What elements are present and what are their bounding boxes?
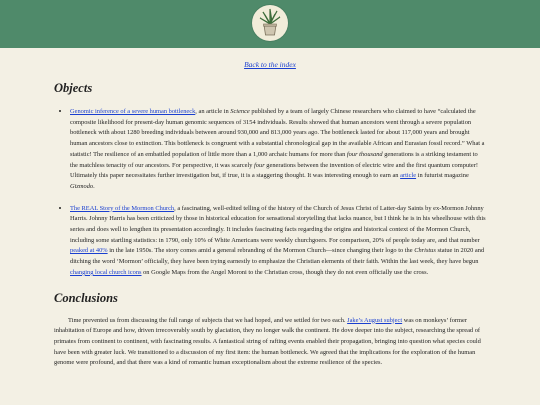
potted-plant-icon[interactable]	[252, 5, 288, 41]
mormon-church-video-link[interactable]: The REAL Story of the Mormon Church	[70, 204, 175, 212]
peaked-at-40-link[interactable]: peaked at 40%	[70, 247, 108, 255]
objects-heading: Objects	[54, 81, 93, 95]
main-content	[54, 56, 486, 377]
back-to-index-link[interactable]: Back to the index	[244, 60, 296, 69]
bottleneck-article-link[interactable]: Genomic inference of a severe human bottleneck	[70, 108, 196, 115]
list-item: • The REAL Story of the Mormon Church, a fascinating, well-edited telling of the history of the Church of Jesus Christ of Latter-day Saints by ex-Mormon Johnny Harris. Johnny Harris has been criticized by those in historical education for sensational storytelling that lacks nuance, but I think he is in his wheelhouse with this series and does well to lengthen its presentation accordingly. It includes fascinating facts regarding the origins and historical context of the Mormon Church, including some startling statistics: in 1790, only 10% of White Americans were weekly churchgoers. For comparison, 20% of people today are, and that number peaked at 40% in the late 1950s. The story comes amid a general rebranding of the Mormon Church—since changing their logo to the Christus statue in 2020 and ditching the word ‘Mormon’ officially, they have been trying earnestly to emphasize the Christian elements of their faith. Within the last week, they have begun changing local church icons on Google Maps from the Angel Moroni to the Christian cross, though they do not even officially use the cross.	[70, 203, 486, 279]
conclusions-heading: Conclusions	[54, 290, 118, 305]
church-icons-link[interactable]: changing local church icons	[70, 268, 142, 276]
conclusions-paragraph: Time prevented us from discussing the full range of subjects that we had hoped, and we settled for two each. Jake’s August subject was on monkeys’ former inhabitation of Europe and how, driven irrecoverably south by glaciation, they no longer walk the continent. He dove deeper into the subject, researching the spread of primates from continent to continent, with fascinating results. A fantastical string of rafting events enabled their propagation, bringing into question what species could have been with greater luck. We transitioned to a discussion of my first item: the human bottleneck. We agreed that the implications for the exploration of the human genome were profound, and that there was a kind of romantic human exceptionalism about the extreme resilience of the species.	[54, 316, 481, 367]
header-banner	[0, 0, 540, 48]
objects-list	[54, 106, 486, 279]
jakes-august-subject-link[interactable]: Jake’s August subject	[347, 316, 403, 324]
gizmodo-article-link[interactable]: article	[400, 172, 417, 180]
list-item: • Genomic inference of a severe human bottleneck, an article in Science published by a team of largely Chinese researchers who claimed to have “calculated the composite likelihood for present-day human genomic sequences of 3154 individuals. Results showed that human ancestors went through a severe population bottleneck with about 1280 breeding individuals between around 930,000 and 813,000 years ago. The bottleneck lasted for about 117,000 years and brought human ancestors close to extinction. This bottleneck is congruent with a substantial chronological gap in the available African and Eurasian fossil record.” What a statistic! The resilience of an embattled population of little more than a 1,000 archaic humans for more than four thousand generations is a striking testament to the matchless tenacity of our ancestors. For perspective, it was scarcely four generations between the invention of electric wire and the first quantum computer! Ultimately this paper necessitates further investigation but, if true, it is a staggering thought. It was interesting enough to earn an article in futurist magazine Gizmodo.	[70, 106, 486, 193]
